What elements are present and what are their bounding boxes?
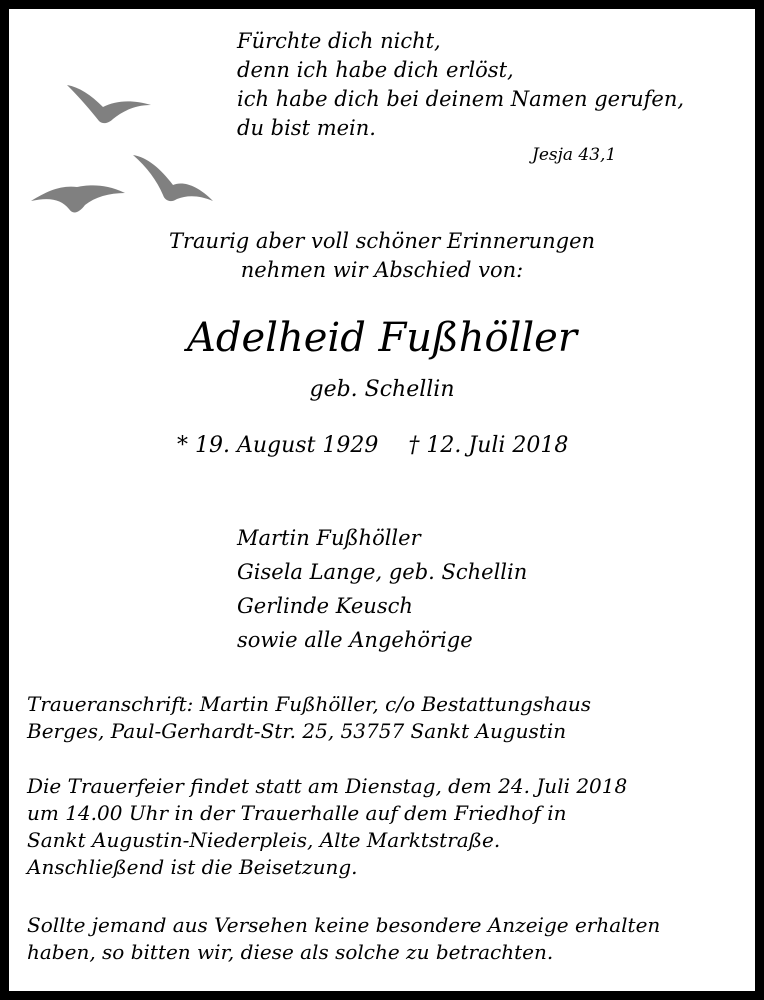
ceremony-paragraph — [27, 773, 627, 881]
intro-line: Traurig aber voll schöner Erinnerungen — [168, 229, 596, 253]
mourners-list — [237, 521, 527, 657]
bird-shape — [67, 85, 151, 123]
verse-reference: Jesja 43,1 — [532, 145, 617, 165]
mourner-item: sowie alle Angehörige — [237, 628, 473, 652]
birds-icon — [27, 77, 227, 231]
bird-shape — [31, 185, 125, 212]
birth-date: * 19. August 1929 — [177, 433, 379, 458]
bird-shape — [133, 155, 213, 201]
address-line: Berges, Paul-Gerhardt-Str. 25, 53757 Sankt Augustin — [27, 719, 567, 743]
verse-line: Fürchte dich nicht, — [237, 29, 441, 53]
mourner-item: Gisela Lange, geb. Schellin — [237, 560, 528, 584]
notice-paragraph — [27, 912, 660, 966]
maiden-name: geb. Schellin — [309, 377, 455, 402]
bible-verse — [237, 27, 684, 143]
ceremony-line: Sankt Augustin-Niederpleis, Alte Marktstraße. — [27, 828, 501, 852]
notice-line: Sollte jemand aus Versehen keine besondere Anzeige erhalten — [27, 913, 661, 937]
ceremony-line: um 14.00 Uhr in der Trauerhalle auf dem Friedhof in — [27, 801, 567, 825]
address-line: Traueranschrift: Martin Fußhöller, c/o Bestattungshaus — [27, 692, 592, 716]
mourner-item: Martin Fußhöller — [237, 526, 421, 550]
life-dates — [177, 433, 568, 458]
ceremony-line: Anschließend ist die Beisetzung. — [27, 855, 358, 879]
address-paragraph — [27, 691, 591, 745]
deceased-name: Adelheid Fußhöller — [187, 315, 577, 361]
intro-text — [9, 227, 755, 285]
verse-line: ich habe dich bei deinem Namen gerufen, — [237, 87, 685, 111]
death-date: † 12. Juli 2018 — [408, 433, 569, 458]
intro-line: nehmen wir Abschied von: — [240, 258, 524, 282]
verse-line: du bist mein. — [237, 116, 376, 140]
notice-line: haben, so bitten wir, diese als solche zu betrachten. — [27, 940, 554, 964]
mourner-item: Gerlinde Keusch — [237, 594, 413, 618]
ceremony-line: Die Trauerfeier findet statt am Dienstag, dem 24. Juli 2018 — [27, 774, 628, 798]
verse-line: denn ich habe dich erlöst, — [237, 58, 514, 82]
